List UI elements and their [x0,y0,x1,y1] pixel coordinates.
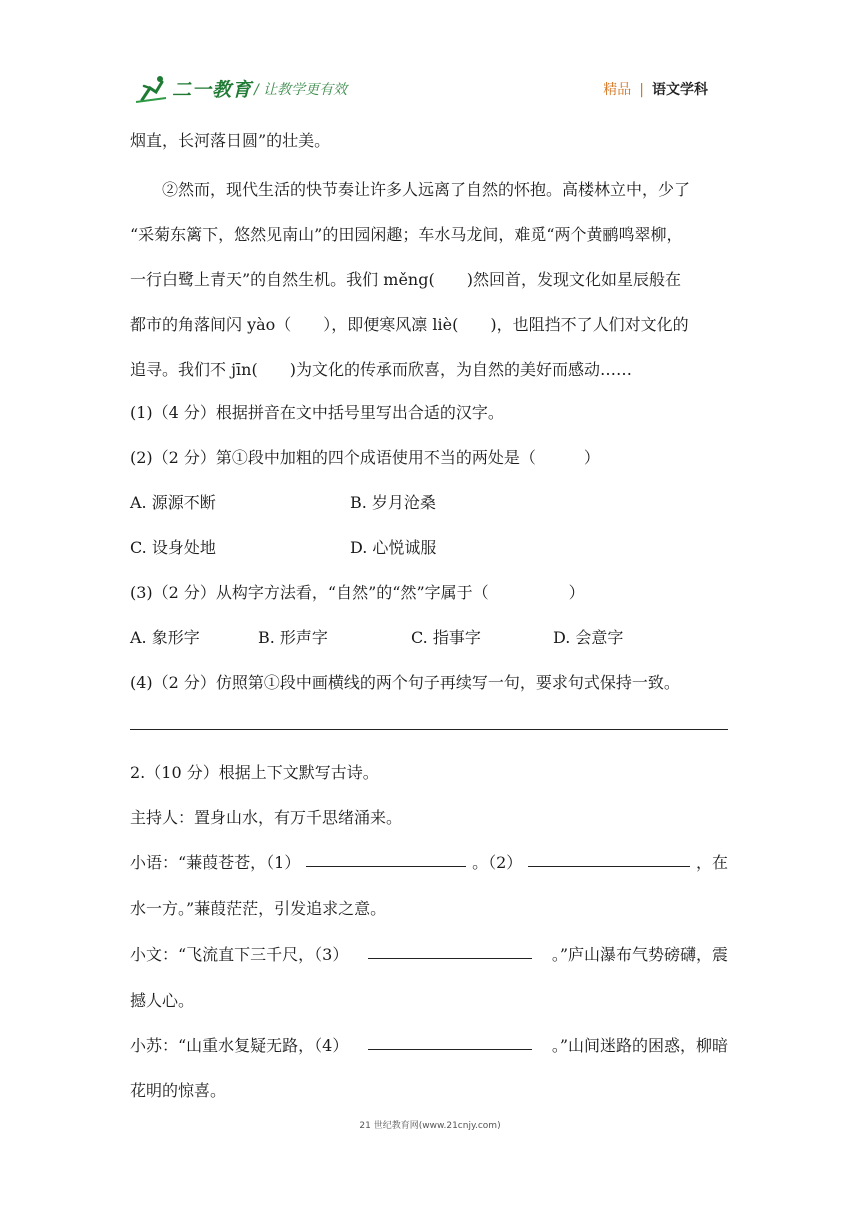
option-d: D. 心悦诚服 [350,538,437,557]
page-header [136,72,726,104]
slogan: / 让教学更有效 [254,82,348,98]
text-line-3: “采菊东篱下，悠然见南山”的田园闲趣；车水马龙间，难觅“两个黄鹂鸣翠柳， [130,225,683,244]
xiaosu-text-a: 小苏：“山重水复疑无路，（4） [130,1036,349,1055]
xiaosu-text-b: 。”山间迷路的困惑，柳暗 [551,1036,728,1055]
logo-text: 二一教育 [172,79,253,101]
option-b: B. 岁月沧桑 [350,493,436,512]
xiaowen-line-2: 撼人心。 [130,991,195,1010]
option-a: A. 象形字 [130,628,200,647]
q3-options [130,625,623,648]
text-line-1: 烟直，长河落日圆”的壮美。 [130,131,331,150]
blank-3[interactable] [368,942,532,959]
text-line-5: 都市的角落间闪 yào（ ），即便寒风凛 liè( )，也阻挡不了人们对文化的 [130,315,689,334]
q2-options-row-2 [130,535,436,558]
text-line-2: ②然而，现代生活的快节奏让许多人远离了自然的怀抱。高楼林立中，少了 [162,180,691,199]
header-separator: | [639,82,644,98]
option-a: A. 源源不断 [130,493,216,512]
xiaoyu-text-c: ，在 [695,853,728,872]
option-c: C. 指事字 [411,628,481,647]
part-2-title: 2.（10 分）根据上下文默写古诗。 [130,763,379,782]
brand-right [603,79,708,99]
host-line: 主持人：置身山水，有万千思绪涌来。 [130,808,403,827]
xiaowen-text-b: 。”庐山瀑布气势磅礴，震 [551,945,728,964]
question-4: (4)（2 分）仿照第①段中画横线的两个句子再续写一句，要求句式保持一致。 [130,673,680,692]
text-line-6: 追寻。我们不 jīn( )为文化的传承而欣喜，为自然的美好而感动…… [130,360,632,379]
q2-options-row-1 [130,490,436,513]
xiaowen-text-a: 小文：“飞流直下三千尺，（3） [130,945,349,964]
jingpin-label: 精品 [603,82,632,98]
xiaosu-line-2: 花明的惊喜。 [130,1081,227,1100]
question-3: (3)（2 分）从构字方法看，“自然”的“然”字属于（ ） [130,583,585,602]
xiaoyu-line-2: 水一方。”蒹葭茫茫，引发追求之意。 [130,899,387,918]
subject-label: 语文学科 [652,82,708,98]
xiaoyu-text-a: 小语：“蒹葭苍苍，（1） [130,853,301,872]
xiaoyu-text-b: 。（2） [472,853,523,872]
option-c: C. 设身处地 [130,538,216,557]
blank-2[interactable] [528,850,690,867]
option-d: D. 会意字 [553,628,624,647]
question-1: (1)（4 分）根据拼音在文中括号里写出合适的汉字。 [130,403,504,422]
blank-1[interactable] [306,850,466,867]
text-line-4: 一行白鹭上青天”的自然生机。我们 měng( )然回首，发现文化如星辰般在 [130,270,681,289]
xiaosu-line-1 [130,1033,728,1056]
page-footer: 21 世纪教育网(www.21cnjy.com) [359,1121,501,1131]
blank-4[interactable] [368,1033,532,1050]
answer-line[interactable] [130,729,728,730]
question-2: (2)（2 分）第①段中加粗的四个成语使用不当的两处是（ ） [130,448,600,467]
option-b: B. 形声字 [258,628,328,647]
xiaoyu-line-1 [130,850,728,873]
xiaowen-line-1 [130,942,728,965]
